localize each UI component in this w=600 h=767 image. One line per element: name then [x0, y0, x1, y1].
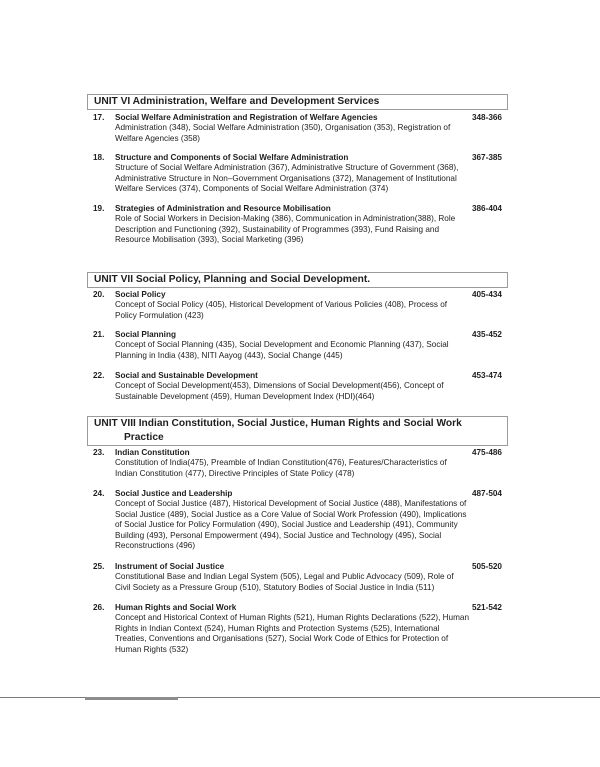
chapter-pages: 475-486 — [471, 448, 502, 457]
chapter-pages: 453-474 — [471, 371, 502, 380]
chapter-pages: 435-452 — [471, 330, 502, 339]
chapter-number: 17. — [93, 113, 105, 122]
toc-entry-23[interactable] — [87, 448, 508, 479]
chapter-pages: 405-434 — [471, 290, 502, 299]
chapter-number: 19. — [93, 204, 105, 213]
toc-entry-19[interactable] — [87, 204, 508, 246]
unit-6-heading — [87, 94, 508, 110]
toc-entry-22[interactable] — [87, 371, 508, 402]
chapter-title[interactable]: Social Policy — [115, 290, 166, 299]
chapter-topics: Concept and Historical Context of Human Rights (521), Human Rights Declarations (522), Human Rights in Indian Context (524), Human Rights and Protection Systems (525), International Treaties, Conventions and Organisations (527), Social Work Code of Ethics for Protection of Human Rights (532) — [115, 613, 470, 654]
chapter-title[interactable]: Instrument of Social Justice — [115, 562, 225, 571]
chapter-topics: Concept of Social Justice (487), Historical Development of Social Justice (488), Manifestations of Social Justice (489), Social Justice as a Core Value of Social Work Profession (490), Implications of Social Justice for Policy Formulation (490), Social Justice and Leadership (491), Community Building (493), Personal Empowerment (494), Social Justice and Technology (495), Social Reconstructions (496) — [115, 499, 467, 551]
chapter-title[interactable]: Structure and Components of Social Welfare Administration — [115, 153, 349, 162]
unit-heading-continuation: Practice — [124, 432, 164, 443]
chapter-pages: 367-385 — [471, 153, 502, 162]
chapter-title[interactable]: Indian Constitution — [115, 448, 190, 457]
toc-entry-21[interactable] — [87, 330, 508, 361]
chapter-topics: Role of Social Workers in Decision-Making (386), Communication in Administration(388), Role Description and Functioning (392), Sustainability of Programmes (393), Fund Raising and Resource Mobilisation (393), Social Marketing (396) — [115, 214, 456, 245]
unit-heading-text: UNIT VII Social Policy, Planning and Social Development. — [94, 274, 371, 285]
chapter-topics: Concept of Social Development(453), Dimensions of Social Development(456), Concept of Sustainable Development (459), Human Development Index (HDI)(464) — [115, 381, 444, 401]
chapter-number: 21. — [93, 330, 105, 339]
unit-heading-text: UNIT VIII Indian Constitution, Social Justice, Human Rights and Social Work — [94, 418, 462, 429]
chapter-pages: 505-520 — [471, 562, 502, 571]
chapter-pages: 487-504 — [471, 489, 502, 498]
chapter-title[interactable]: Strategies of Administration and Resource Mobilisation — [115, 204, 331, 213]
chapter-title[interactable]: Social and Sustainable Development — [115, 371, 258, 380]
unit-8-heading — [87, 416, 508, 446]
chapter-number: 26. — [93, 603, 105, 612]
chapter-topics: Structure of Social Welfare Administration (367), Administrative Structure of Government (368), Administrative Structure in Non–Government Organisations (372), Management of Institutional Welfare Services (374), Components of Social Welfare Administration (374) — [115, 163, 459, 194]
toc-entry-24[interactable] — [87, 489, 508, 551]
toc-entry-17[interactable] — [87, 113, 508, 144]
chapter-number: 22. — [93, 371, 105, 380]
unit-7-heading — [87, 272, 508, 288]
chapter-pages: 521-542 — [471, 603, 502, 612]
chapter-pages: 386-404 — [471, 204, 502, 213]
chapter-number: 18. — [93, 153, 105, 162]
chapter-topics: Constitutional Base and Indian Legal System (505), Legal and Public Advocacy (509), Role of Civil Society as a Pressure Group (510), Statutory Bodies of Social Justice in India (511) — [115, 572, 454, 592]
chapter-number: 20. — [93, 290, 105, 299]
chapter-title[interactable]: Social Welfare Administration and Registration of Welfare Agencies — [115, 113, 378, 122]
chapter-title[interactable]: Social Justice and Leadership — [115, 489, 233, 498]
toc-entry-26[interactable] — [87, 603, 508, 655]
toc-entry-18[interactable] — [87, 153, 508, 195]
chapter-title[interactable]: Human Rights and Social Work — [115, 603, 237, 612]
chapter-topics: Constitution of India(475), Preamble of Indian Constitution(476), Features/Characteristics of Indian Constitution (477), Directive Principles of State Policy (478) — [115, 458, 447, 478]
chapter-topics: Concept of Social Planning (435), Social Development and Economic Planning (437), Social Planning in India (438), NITI Aayog (443), Social Change (445) — [115, 340, 449, 360]
chapter-number: 23. — [93, 448, 105, 457]
toc-entry-20[interactable] — [87, 290, 508, 321]
chapter-title[interactable]: Social Planning — [115, 330, 176, 339]
unit-heading-text: UNIT VI Administration, Welfare and Development Services — [94, 96, 380, 107]
footer-accent-bar — [85, 697, 178, 700]
toc-entry-25[interactable] — [87, 562, 508, 593]
chapter-topics: Concept of Social Policy (405), Historical Development of Various Policies (408), Process of Policy Formulation (423) — [115, 300, 448, 320]
chapter-number: 24. — [93, 489, 105, 498]
chapter-topics: Administration (348), Social Welfare Administration (350), Organisation (353), Registration of Welfare Agencies (358) — [115, 123, 451, 143]
chapter-number: 25. — [93, 562, 105, 571]
chapter-pages: 348-366 — [471, 113, 502, 122]
